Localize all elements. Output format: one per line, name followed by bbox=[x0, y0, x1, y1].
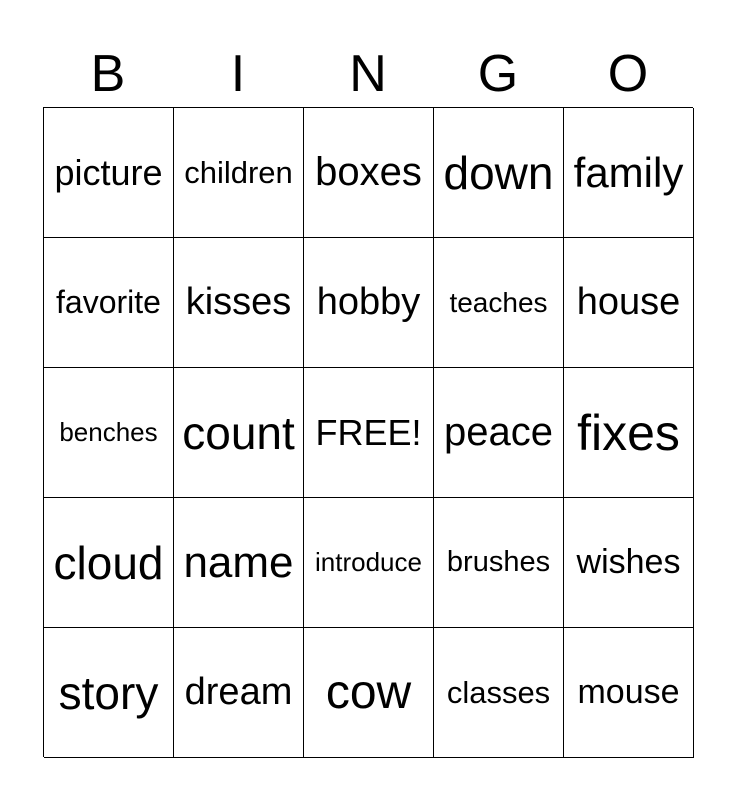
cell-word: favorite bbox=[56, 284, 161, 320]
bingo-header bbox=[43, 40, 693, 108]
bingo-cell[interactable] bbox=[564, 368, 694, 498]
bingo-cell[interactable] bbox=[304, 498, 434, 628]
bingo-cell[interactable] bbox=[304, 238, 434, 368]
bingo-cell[interactable] bbox=[564, 238, 694, 368]
bingo-cell[interactable] bbox=[434, 238, 564, 368]
bingo-cell[interactable] bbox=[174, 628, 304, 758]
free-space-cell[interactable] bbox=[304, 368, 434, 498]
cell-word: peace bbox=[444, 410, 553, 454]
bingo-cell[interactable] bbox=[434, 108, 564, 238]
cell-word: classes bbox=[446, 674, 551, 710]
cell-word: name bbox=[183, 537, 294, 587]
cell-word: count bbox=[182, 406, 295, 459]
bingo-cell[interactable] bbox=[174, 498, 304, 628]
cell-word: house bbox=[576, 281, 681, 323]
bingo-cell[interactable] bbox=[434, 498, 564, 628]
cell-word: benches bbox=[59, 417, 158, 447]
bingo-cell[interactable] bbox=[174, 368, 304, 498]
bingo-cell[interactable] bbox=[174, 238, 304, 368]
header-letter-o: O bbox=[607, 45, 649, 103]
cell-word: hobby bbox=[316, 281, 421, 323]
cell-word: mouse bbox=[577, 673, 680, 711]
header-letter-n: N bbox=[349, 45, 387, 103]
bingo-cell[interactable] bbox=[434, 628, 564, 758]
cell-word: children bbox=[184, 154, 293, 190]
bingo-cell[interactable] bbox=[174, 108, 304, 238]
header-letter-i: I bbox=[230, 45, 246, 103]
cell-word: cow bbox=[325, 666, 412, 719]
bingo-cell[interactable] bbox=[304, 108, 434, 238]
bingo-cell[interactable] bbox=[44, 498, 174, 628]
bingo-cell[interactable] bbox=[564, 498, 694, 628]
cell-word: teaches bbox=[449, 286, 548, 318]
cell-word: wishes bbox=[576, 543, 681, 581]
header-letter-g: G bbox=[477, 45, 519, 103]
cell-word: dream bbox=[184, 671, 293, 713]
bingo-cell[interactable] bbox=[44, 108, 174, 238]
header-letter-b: B bbox=[90, 45, 126, 103]
bingo-cell[interactable] bbox=[44, 238, 174, 368]
cell-word: down bbox=[443, 146, 554, 199]
cell-word: cloud bbox=[53, 536, 164, 589]
cell-word: boxes bbox=[315, 150, 422, 194]
bingo-cell[interactable] bbox=[564, 628, 694, 758]
cell-word: kisses bbox=[185, 281, 292, 323]
bingo-cell[interactable] bbox=[434, 368, 564, 498]
cell-word: story bbox=[58, 666, 159, 719]
cell-word: fixes bbox=[577, 404, 680, 461]
cell-word: family bbox=[573, 148, 684, 196]
cell-word: picture bbox=[54, 151, 163, 193]
bingo-cell[interactable] bbox=[44, 628, 174, 758]
bingo-cell[interactable] bbox=[44, 368, 174, 498]
cell-word: brushes bbox=[446, 546, 551, 578]
bingo-cell[interactable] bbox=[304, 628, 434, 758]
cell-word: introduce bbox=[315, 547, 422, 577]
bingo-cell[interactable] bbox=[564, 108, 694, 238]
bingo-grid bbox=[43, 107, 693, 757]
free-space-label: FREE! bbox=[315, 411, 422, 453]
